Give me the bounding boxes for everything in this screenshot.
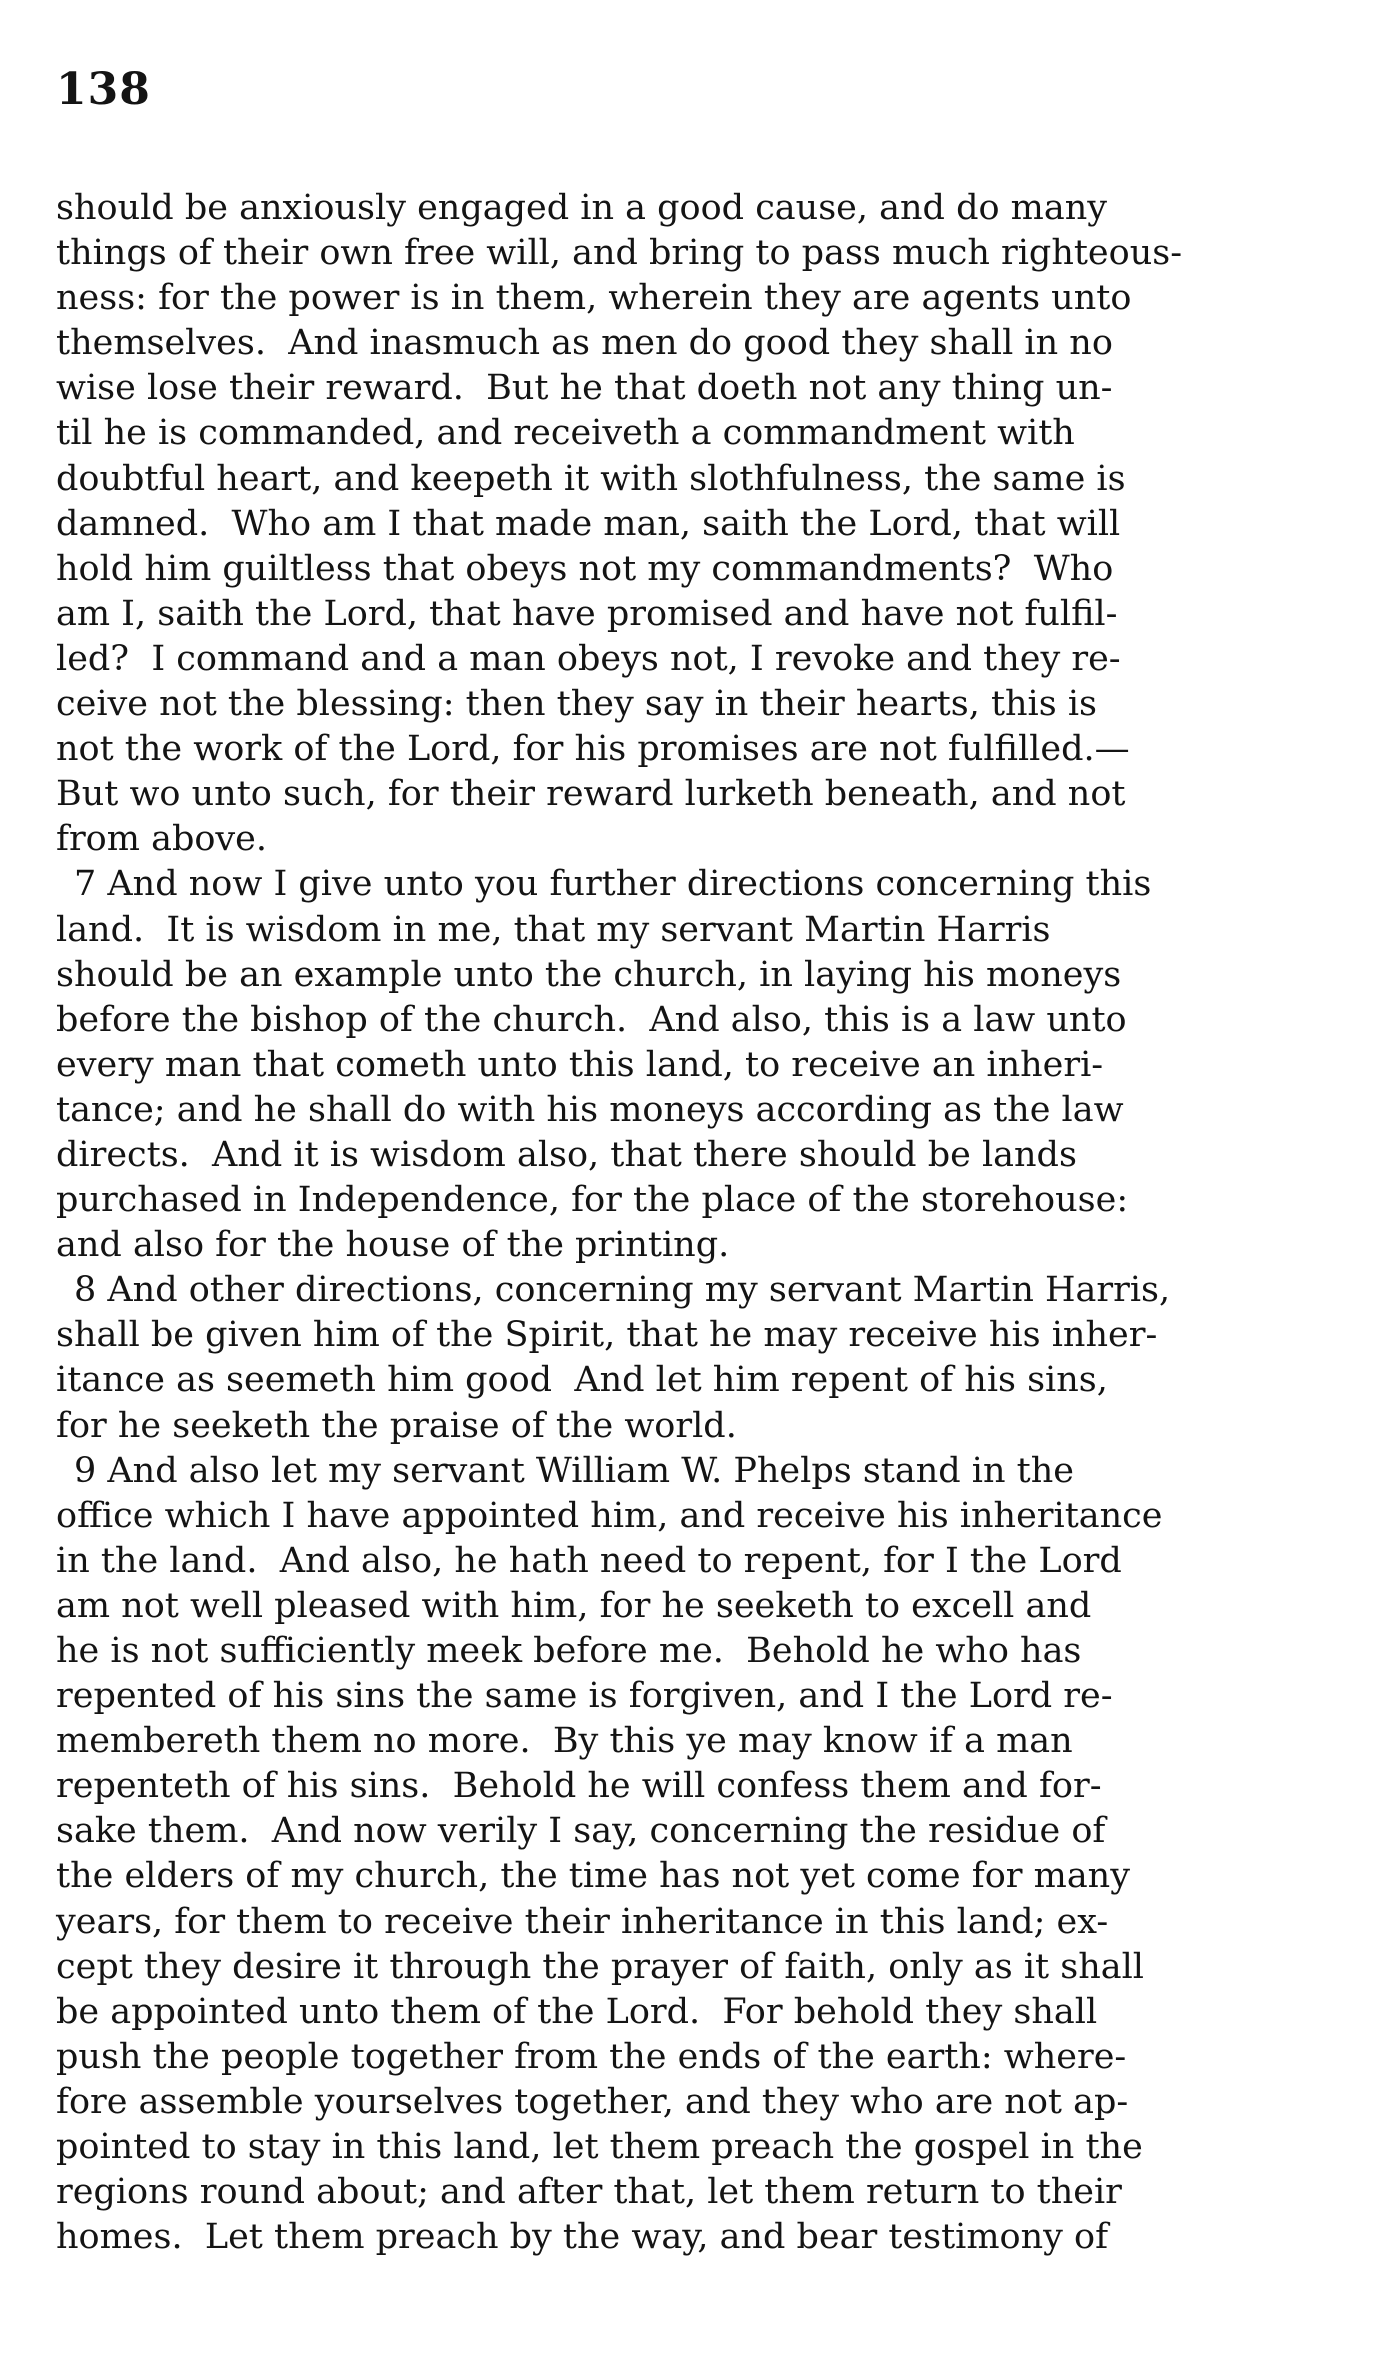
text-line: membereth them no more. By this ye may know if a man — [56, 1721, 1073, 1762]
text-line: ness: for the power is in them, wherein they are agents unto — [56, 278, 1132, 319]
paragraph-start-line: 7 And now I give unto you further directions concerning this — [74, 864, 1152, 905]
text-line: til he is commanded, and receiveth a commandment with — [56, 413, 1075, 454]
text-line: office which I have appointed him, and receive his inheritance — [56, 1495, 1163, 1536]
text-line: should be anxiously engaged in a good cause, and do many — [56, 188, 1108, 228]
text-line: pointed to stay in this land, let them preach the gospel in the — [56, 2127, 1143, 2168]
text-line: land. It is wisdom in me, that my servant Martin Harris — [56, 909, 1051, 950]
text-line: But wo unto such, for their reward lurketh beneath, and not — [56, 774, 1126, 815]
text-line: themselves. And inasmuch as men do good they shall in no — [56, 323, 1113, 364]
text-line: shall be given him of the Spirit, that he may receive his inher- — [56, 1315, 1158, 1356]
text-line: for he seeketh the praise of the world. — [56, 1405, 737, 1446]
text-line: regions round about; and after that, let them return to their — [56, 2172, 1122, 2213]
text-line: things of their own free will, and bring to pass much righteous- — [56, 233, 1183, 274]
page-number: 138 — [56, 64, 151, 115]
text-line: years, for them to receive their inheritance in this land; ex- — [56, 1901, 1109, 1942]
text-line: every man that cometh unto this land, to receive an inheri- — [56, 1044, 1104, 1085]
text-line: hold him guiltless that obeys not my commandments? Who — [56, 548, 1114, 589]
text-line: the elders of my church, the time has not yet come for many — [56, 1856, 1130, 1897]
text-line: should be an example unto the church, in laying his moneys — [56, 954, 1122, 995]
text-line: in the land. And also, he hath need to repent, for I the Lord — [56, 1540, 1122, 1581]
text-line: he is not sufficiently meek before me. Behold he who has — [56, 1631, 1082, 1671]
paragraph-start-line: 8 And other directions, concerning my servant Martin Harris, — [74, 1270, 1171, 1311]
text-line: wise lose their reward. But he that doeth not any thing un- — [56, 368, 1113, 409]
text-line: from above. — [56, 819, 268, 860]
text-line: tance; and he shall do with his moneys according as the law — [56, 1089, 1124, 1130]
paragraph-start-line: 9 And also let my servant William W. Phelps stand in the — [74, 1450, 1074, 1491]
body-text — [56, 186, 1318, 2260]
text-line: purchased in Independence, for the place of the storehouse: — [56, 1180, 1129, 1221]
text-line: fore assemble yourselves together, and they who are not ap- — [56, 2081, 1129, 2122]
text-line: cept they desire it through the prayer of faith, only as it shall — [56, 1946, 1144, 1987]
text-line: push the people together from the ends of the earth: where- — [56, 2036, 1127, 2077]
text-line: damned. Who am I that made man, saith the Lord, that will — [56, 503, 1121, 544]
text-line: itance as seemeth him good And let him repent of his sins, — [56, 1360, 1108, 1401]
text-line: homes. Let them preach by the way, and bear testimony of — [56, 2217, 1109, 2258]
text-line: led? I command and a man obeys not, I revoke and they re- — [56, 638, 1121, 679]
text-line: before the bishop of the church. And also, this is a law unto — [56, 999, 1127, 1040]
text-line: sake them. And now verily I say, concerning the residue of — [56, 1811, 1106, 1852]
text-line: am I, saith the Lord, that have promised and have not fulfil- — [56, 593, 1118, 634]
text-line: am not well pleased with him, for he seeketh to excell and — [56, 1585, 1092, 1626]
text-line: repented of his sins the same is forgiven, and I the Lord re- — [56, 1676, 1113, 1717]
text-line: and also for the house of the printing. — [56, 1225, 730, 1266]
text-line: doubtful heart, and keepeth it with slothfulness, the same is — [56, 458, 1126, 499]
text-line: directs. And it is wisdom also, that there should be lands — [56, 1134, 1077, 1175]
text-line: ceive not the blessing: then they say in their hearts, this is — [56, 684, 1097, 725]
text-line: be appointed unto them of the Lord. For behold they shall — [56, 1991, 1098, 2032]
text-line: repenteth of his sins. Behold he will confess them and for- — [56, 1766, 1102, 1807]
text-line: not the work of the Lord, for his promises are not fulfilled.— — [56, 729, 1130, 770]
